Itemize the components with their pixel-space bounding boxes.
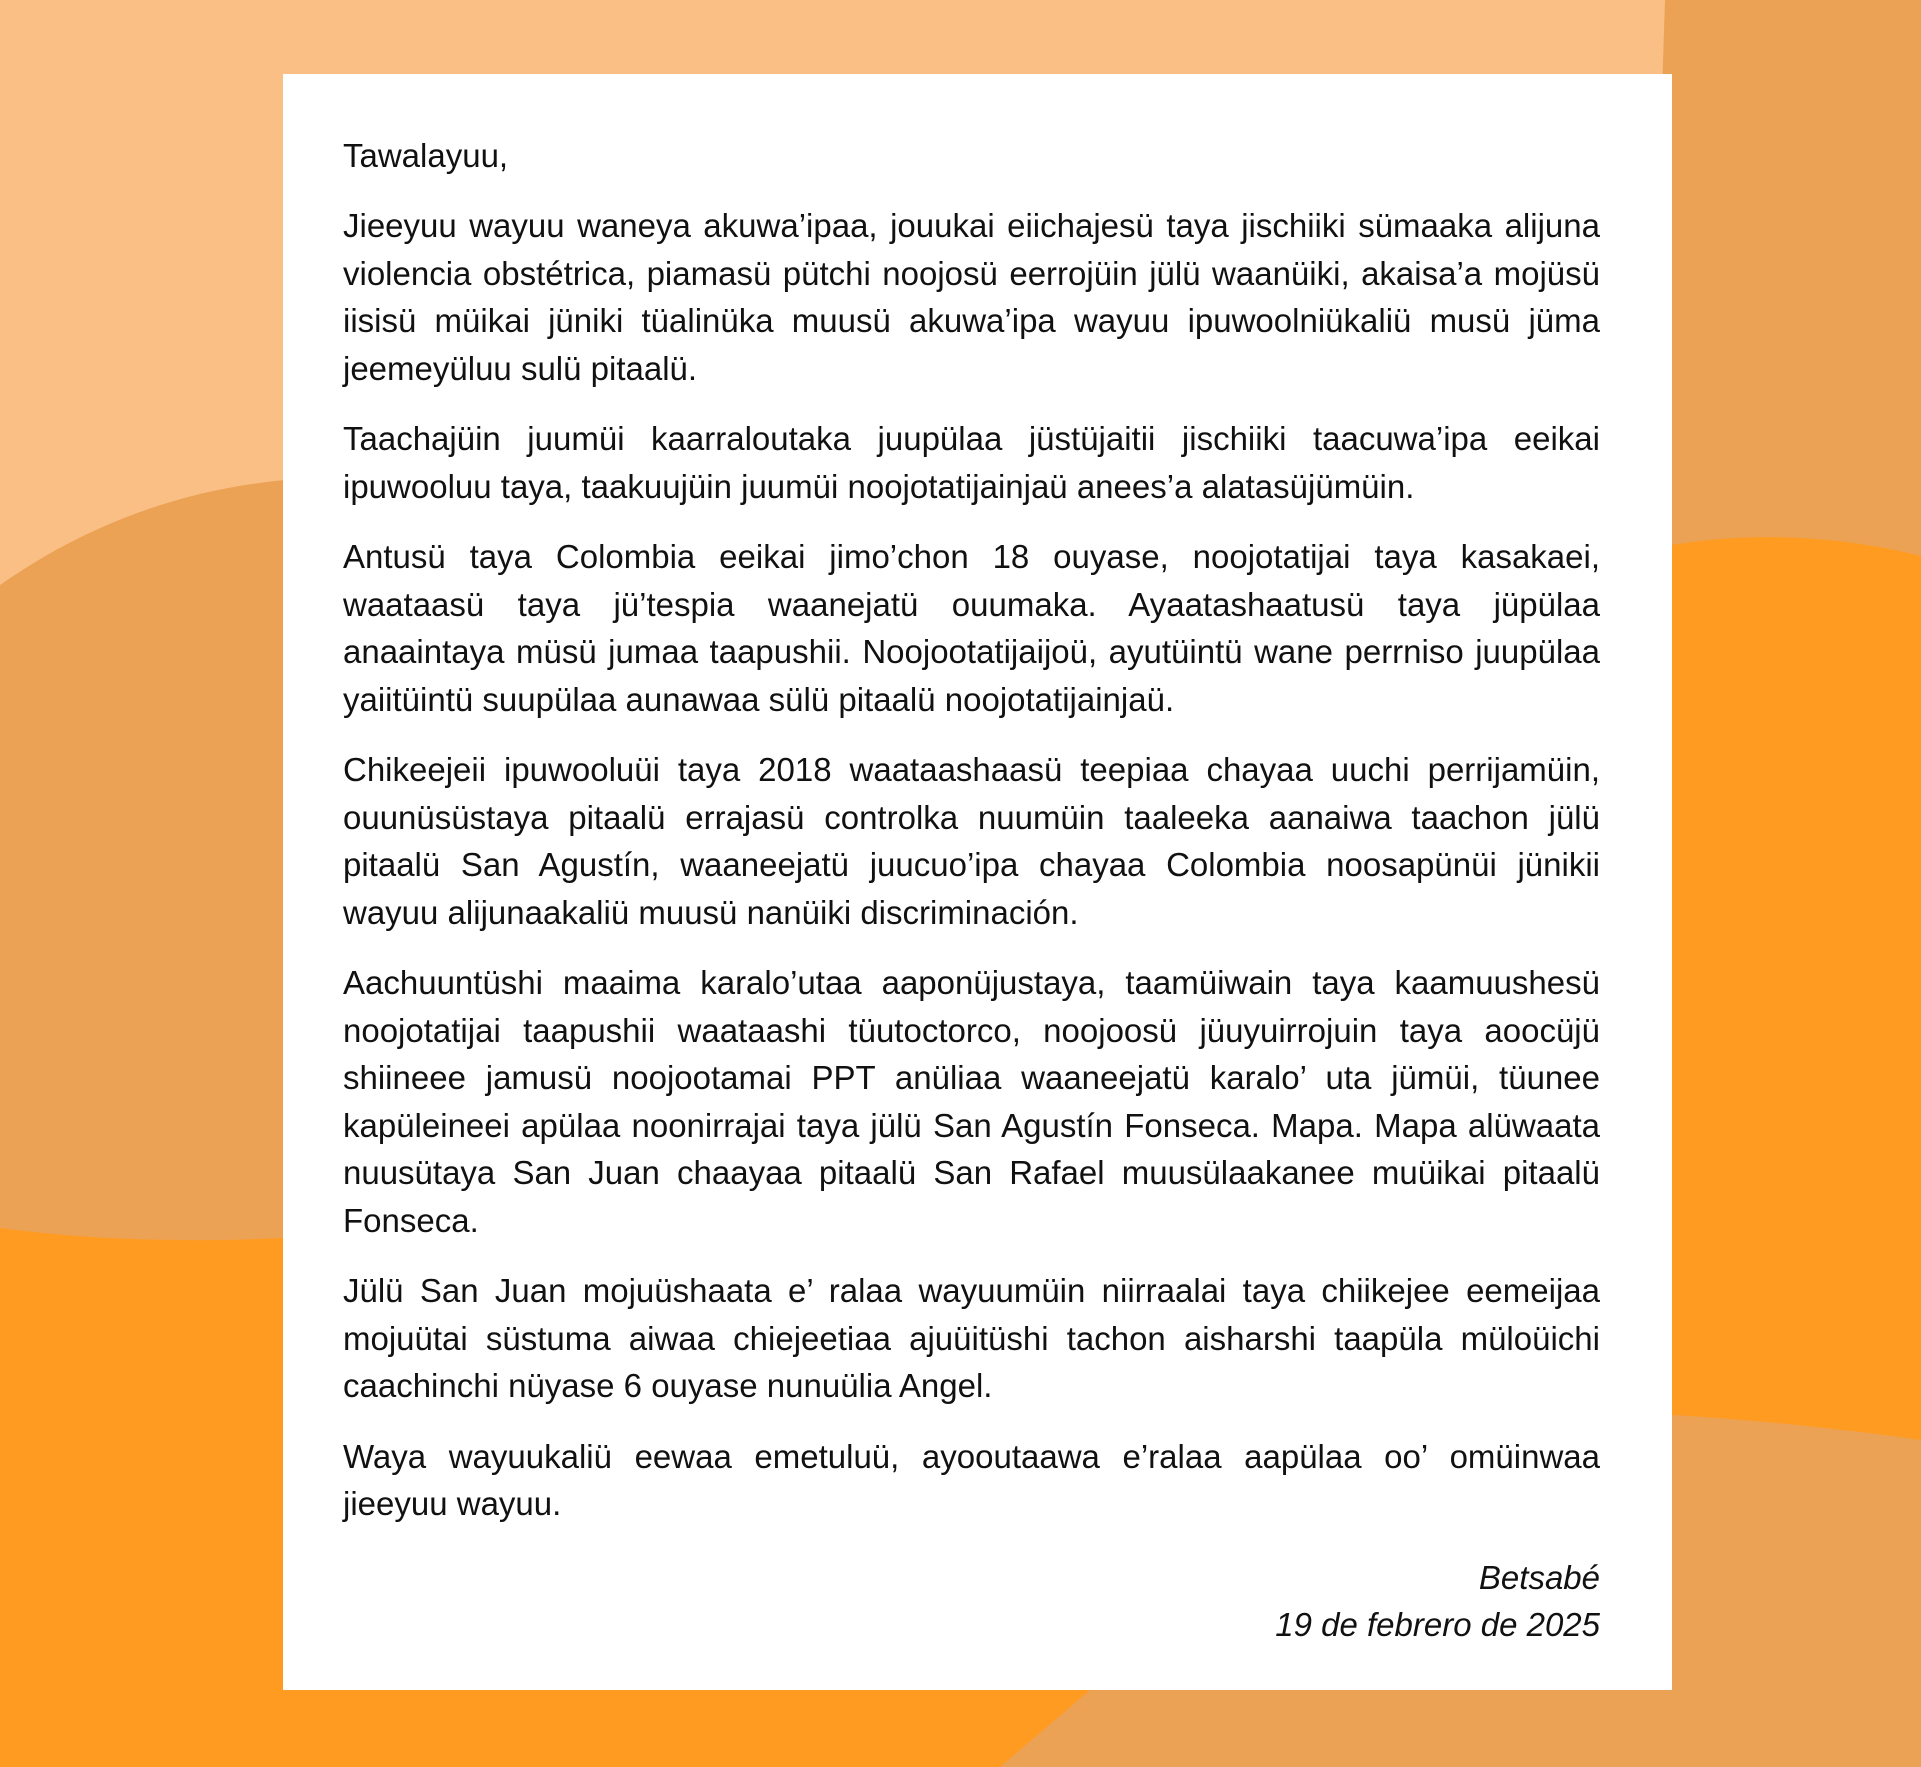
letter-paragraph: Jülü San Juan mojuüshaata e’ ralaa wayuumüin niirraalai taya chiikejee eemeijaa mojuütai süstuma aiwaa chiejeetiaa ajuüitüshi tachon aisharshi taapüla müloüichi caachinchi nüyase 6 ouyase nunuülia Angel. xyxy=(343,1272,1600,1404)
letter-paragraph: Jieeyuu wayuu waneya akuwa’ipaa, jouukai eiichajesü taya jischiiki sümaaka alijuna violencia obstétrica, piamasü pütchi noojosü eerrojüin jülü waanüiki, akaisa’a mojüsü iisisü müikai jüniki tüalinüka muusü akuwa’ipa wayuu ipuwoolniükaliü musü jüma jeemeyüluu sulü pitaalü. xyxy=(343,207,1600,387)
signature-name: Betsabé xyxy=(1478,1558,1600,1596)
letter-greeting: Tawalayuu, xyxy=(343,137,509,174)
letter-page xyxy=(283,74,1672,1690)
letter-paragraph: Antusü taya Colombia eeikai jimo’chon 18 ouyase, noojotatijai taya kasakaei, waataasü taya jü’tespia waanejatü ouumaka. Ayaatashaatusü taya jüpülaa anaaintaya müsü jumaa taapushii. Noojootatijaijoü, ayutüintü wane perrniso juupülaa yaiitüintü suupülaa aunawaa sülü pitaalü noojotatijainjaü. xyxy=(343,538,1600,718)
letter-signature xyxy=(343,1554,1600,1649)
letter-paragraph: Waya wayuukaliü eewaa emetuluü, ayooutaawa e’ralaa aapülaa oo’ omüinwaa jieeyuu wayuu. xyxy=(343,1437,1600,1522)
letter-paragraph: Chikeejeii ipuwooluüi taya 2018 waataashaasü teepiaa chayaa uuchi perrijamüin, ouunüsüstaya pitaalü errajasü controlka nuumüin taaleeka aanaiwa taachon jülü pitaalü San Agustín, waaneejatü juucuo’ipa chayaa Colombia noosapünüi jünikii wayuu alijunaakaliü muusü nanüiki discriminación. xyxy=(343,751,1600,931)
letter-paragraph: Aachuuntüshi maaima karalo’utaa aaponüjustaya, taamüiwain taya kaamuushesü noojotatijai taapushii waataashi tüutoctorco, noojoosü jüuyuirrojuin taya aoocüjü shiineee jamusü noojootamai PPT anüliaa waaneejatü karalo’ uta jümüi, tüunee kapüleineei apülaa noonirrajai taya jülü San Agustín Fonseca. Mapa. Mapa alüwaata nuusütaya San Juan chaayaa pitaalü San Rafael muusülaakanee muüikai pitaalü Fonseca. xyxy=(343,964,1600,1239)
signature-date: 19 de febrero de 2025 xyxy=(1275,1606,1600,1643)
letter-paragraph: Taachajüin juumüi kaarraloutaka juupülaa jüstüjaitii jischiiki taacuwa’ipa eeikai ipuwooluu taya, taakuujüin juumüi noojotatijainjaü anees’a alatasüjümüin. xyxy=(343,420,1600,505)
background-right-bright-shape xyxy=(1672,537,1921,1440)
